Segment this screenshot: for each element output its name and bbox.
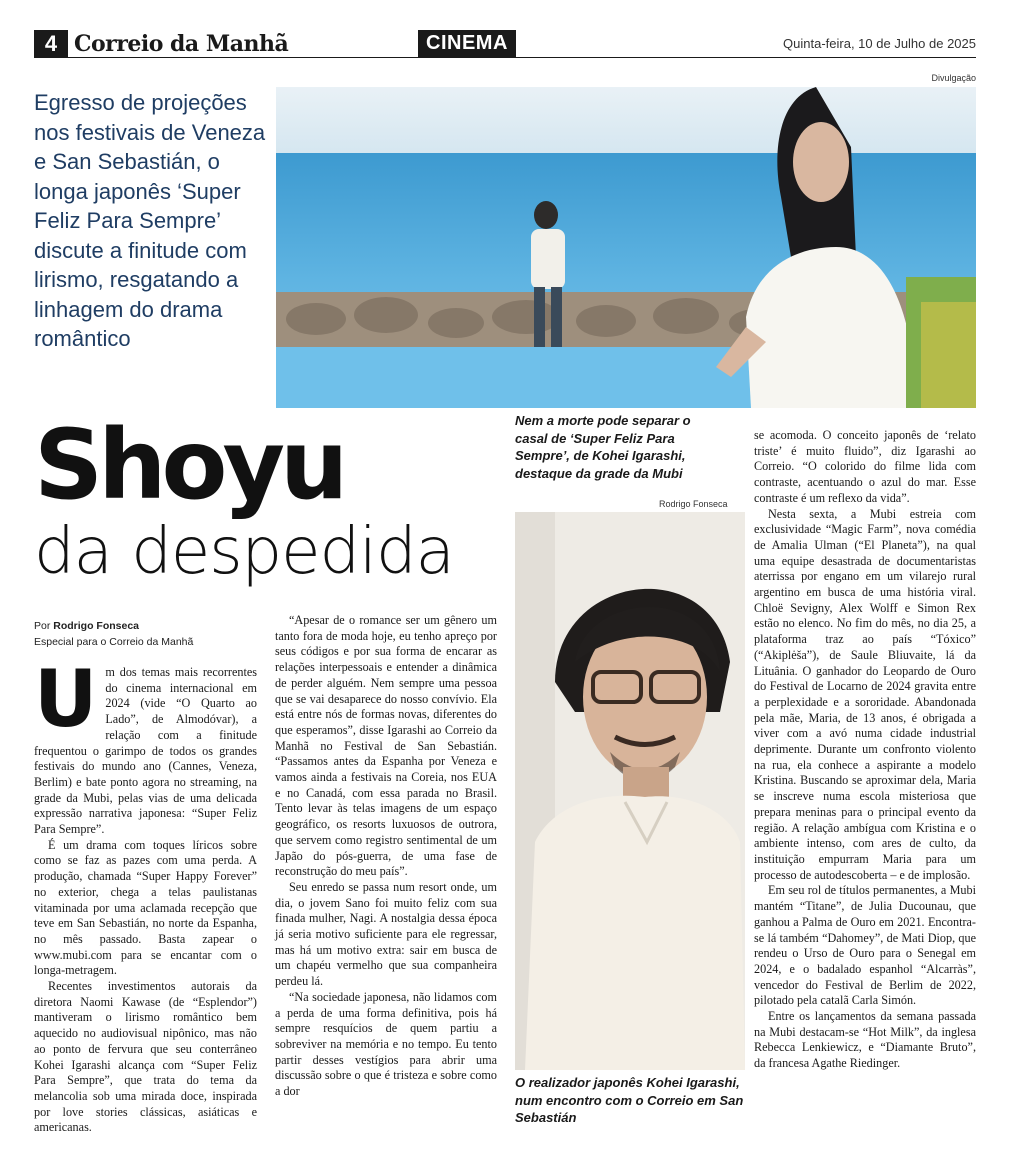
headline-main: Shoyu <box>34 409 344 521</box>
portrait-photo-credit: Rodrigo Fonseca <box>659 499 728 509</box>
byline-prefix: Por <box>34 620 51 632</box>
header-rule <box>34 57 976 58</box>
headline-sub: da despedida <box>34 515 454 589</box>
issue-date: Quinta-feira, 10 de Julho de 2025 <box>783 36 976 51</box>
paragraph: “Apesar de o romance ser um gênero um tanto fora de moda hoje, eu tenho apreço por seus códigos e por sua forma de encarar as relações interpessoais e entender a dinâmica de perder alguém. Nem sempre uma pessoa que se vai desaparece do nosso convívio. Ela está entre nós de formas novas, diferentes do que esperamos”, disse Igarashi ao Correio da Manhã no Festival de San Sebastián. “Passamos antes da Espanha por Veneza e vamos ainda a festivais na Coreia, nos EUA e no Canadá, com essa parada no Brasil. Tento levar às telas imagens de um espaço geográfico, os resorts luxuosos de outrora, que servem como registro sentimental de um Japão do pós-guerra, de uma fase de reconstrução do meu país”. <box>275 613 497 879</box>
page-number: 4 <box>34 30 68 58</box>
byline <box>34 618 193 650</box>
byline-role: Especial para o Correio da Manhã <box>34 636 194 648</box>
paragraph: se acomoda. O conceito japonês de ‘relato triste’ é muito fluido”, diz Igarashi ao Correio. “O colorido do filme lida com contraste, acentuando o azul do mar. Esse contraste é um reflexo da vida”. <box>754 428 976 505</box>
paragraph: Entre os lançamentos da semana passada na Mubi destacam-se “Hot Milk”, da inglesa Rebecca Lenkiewicz, e “Diamante Bruto”, da francesa Agathe Riedinger. <box>754 1009 976 1071</box>
article-column-2 <box>275 613 497 1100</box>
paragraph: “Na sociedade japonesa, não lidamos com a perda de uma forma definitiva, pois há sempre resquícios de quem partiu a sobreviver na memória e no tempo. Eu tento partir desses vestígios para abrir uma discussão sobre o que é tristeza e sobre como a dor <box>275 989 497 1099</box>
drop-cap: U <box>34 655 98 745</box>
byline-author: Rodrigo Fonseca <box>53 620 140 632</box>
section-label: CINEMA <box>418 30 516 57</box>
newspaper-masthead: Correio da Manhã <box>74 31 289 57</box>
portrait-photo-caption: O realizador japonês Kohei Igarashi, num encontro com o Correio em San Sebastián <box>515 1075 744 1125</box>
film-still-photo <box>276 87 976 408</box>
paragraph: É um drama com toques líricos sobre como se faz as pazes com uma perda. A produção, chamada “Super Happy Forever” no exterior, chega a telas paulistanas vitaminada por uma aclamada recepção que teve em San Sebastián, no norte da Espanha, no mês passado. Basta zapear o www.mubi.com para se encantar com o longa-metragem. <box>34 837 257 978</box>
paragraph: Recentes investimentos autorais da diretora Naomi Kawase (de “Esplendor”) mantiveram o lirismo romântico bem aquecido no audiovisual nipônico, mas não ao ponto de fervura que seu conterrâneo Kohei Igarashi alcança com “Super Feliz Para Sempre”, que trata do tema da melancolia sob uma mirada doce, inspirada por love stories clássicas, asiáticas e americanas. <box>34 979 257 1135</box>
article-column-1 <box>34 655 257 1136</box>
paragraph: Nesta sexta, a Mubi estreia com exclusividade “Magic Farm”, nova comédia de Amalia Ulman (“El Planeta”), na qual uma equipe desastrada de documentaristas aterrissa por engano em um vilarejo rural argentino em busca de uma história viral. Chloë Sevigny, Alex Wolff e Simon Rex estão no elenco. No fim do mês, no dia 25, a plataforma traz ao país “Tóxico” (“Akiplėša”), de Saule Bliuvaite, lá da Lituânia. O ganhador do Leopardo de Ouro do Festival de Locarno de 2024 gravita entre a perplexidade e a sororidade. Abandonada pela mãe, Maria, de 13 anos, é obrigada a viver com a avó numa cidade industrial deprimente. Durante um confronto violento na rua, ela conhece a aspirante a modelo Kristina. Buscando se aproximar dela, Maria se inscreve numa escola misteriosa que prepara meninas para o principal evento da região. A relação ambígua com Kristina e o ambiente intenso, com ares de culto, da instituição empurram Maria para um processo de autodescoberta – e de implosão. <box>754 506 976 882</box>
article-column-3 <box>754 428 976 1072</box>
top-photo-credit: Divulgação <box>931 73 976 83</box>
top-photo-caption: Nem a morte pode separar o casal de ‘Super Feliz Para Sempre’, de Kohei Igarashi, destaque da grade da Mubi <box>515 413 691 481</box>
article-deck: Egresso de projeções nos festivais de Veneza e San Sebastián, o longa japonês ‘Super Feliz Para Sempre’ discute a finitude com lirismo, resgatando a linhagem do drama romântico <box>34 90 266 351</box>
paragraph: Seu enredo se passa num resort onde, um dia, o jovem Sano foi muito feliz com sua finada mulher, Nagi. A nostalgia dessa época já seria motivo suficiente para ele regressar, mas há um motivo extra: sair em busca de um chapéu vermelho que sua companheira perdeu lá. <box>275 879 497 989</box>
paragraph: Em seu rol de títulos permanentes, a Mubi mantém “Titane”, de Julia Ducounau, que ganhou a Palma de Ouro em 2021. Encontra-se lá também “Dahomey”, de Mati Diop, que rendeu o Urso de Ouro para o Senegal em 2024, e o badalado espanhol “Alcarràs”, vencedor do Festival de Berlim de 2022, pilotado pela catalã Carla Simón. <box>754 883 976 1008</box>
director-portrait-photo <box>515 512 745 1070</box>
paragraph: m dos temas mais recorrentes do cinema internacional em 2024 (vide “O Quarto ao Lado”, de Almodóvar), a relação com a finitude frequentou o garimpo de todos os grandes festivais do mundo ano (Cannes, Veneza, Berlim) e bate ponto agora no streaming, na grade da Mubi, pelas vias de uma delicada expressão narrativa japonesa: “Super Feliz Para Sempre”. <box>34 665 257 837</box>
